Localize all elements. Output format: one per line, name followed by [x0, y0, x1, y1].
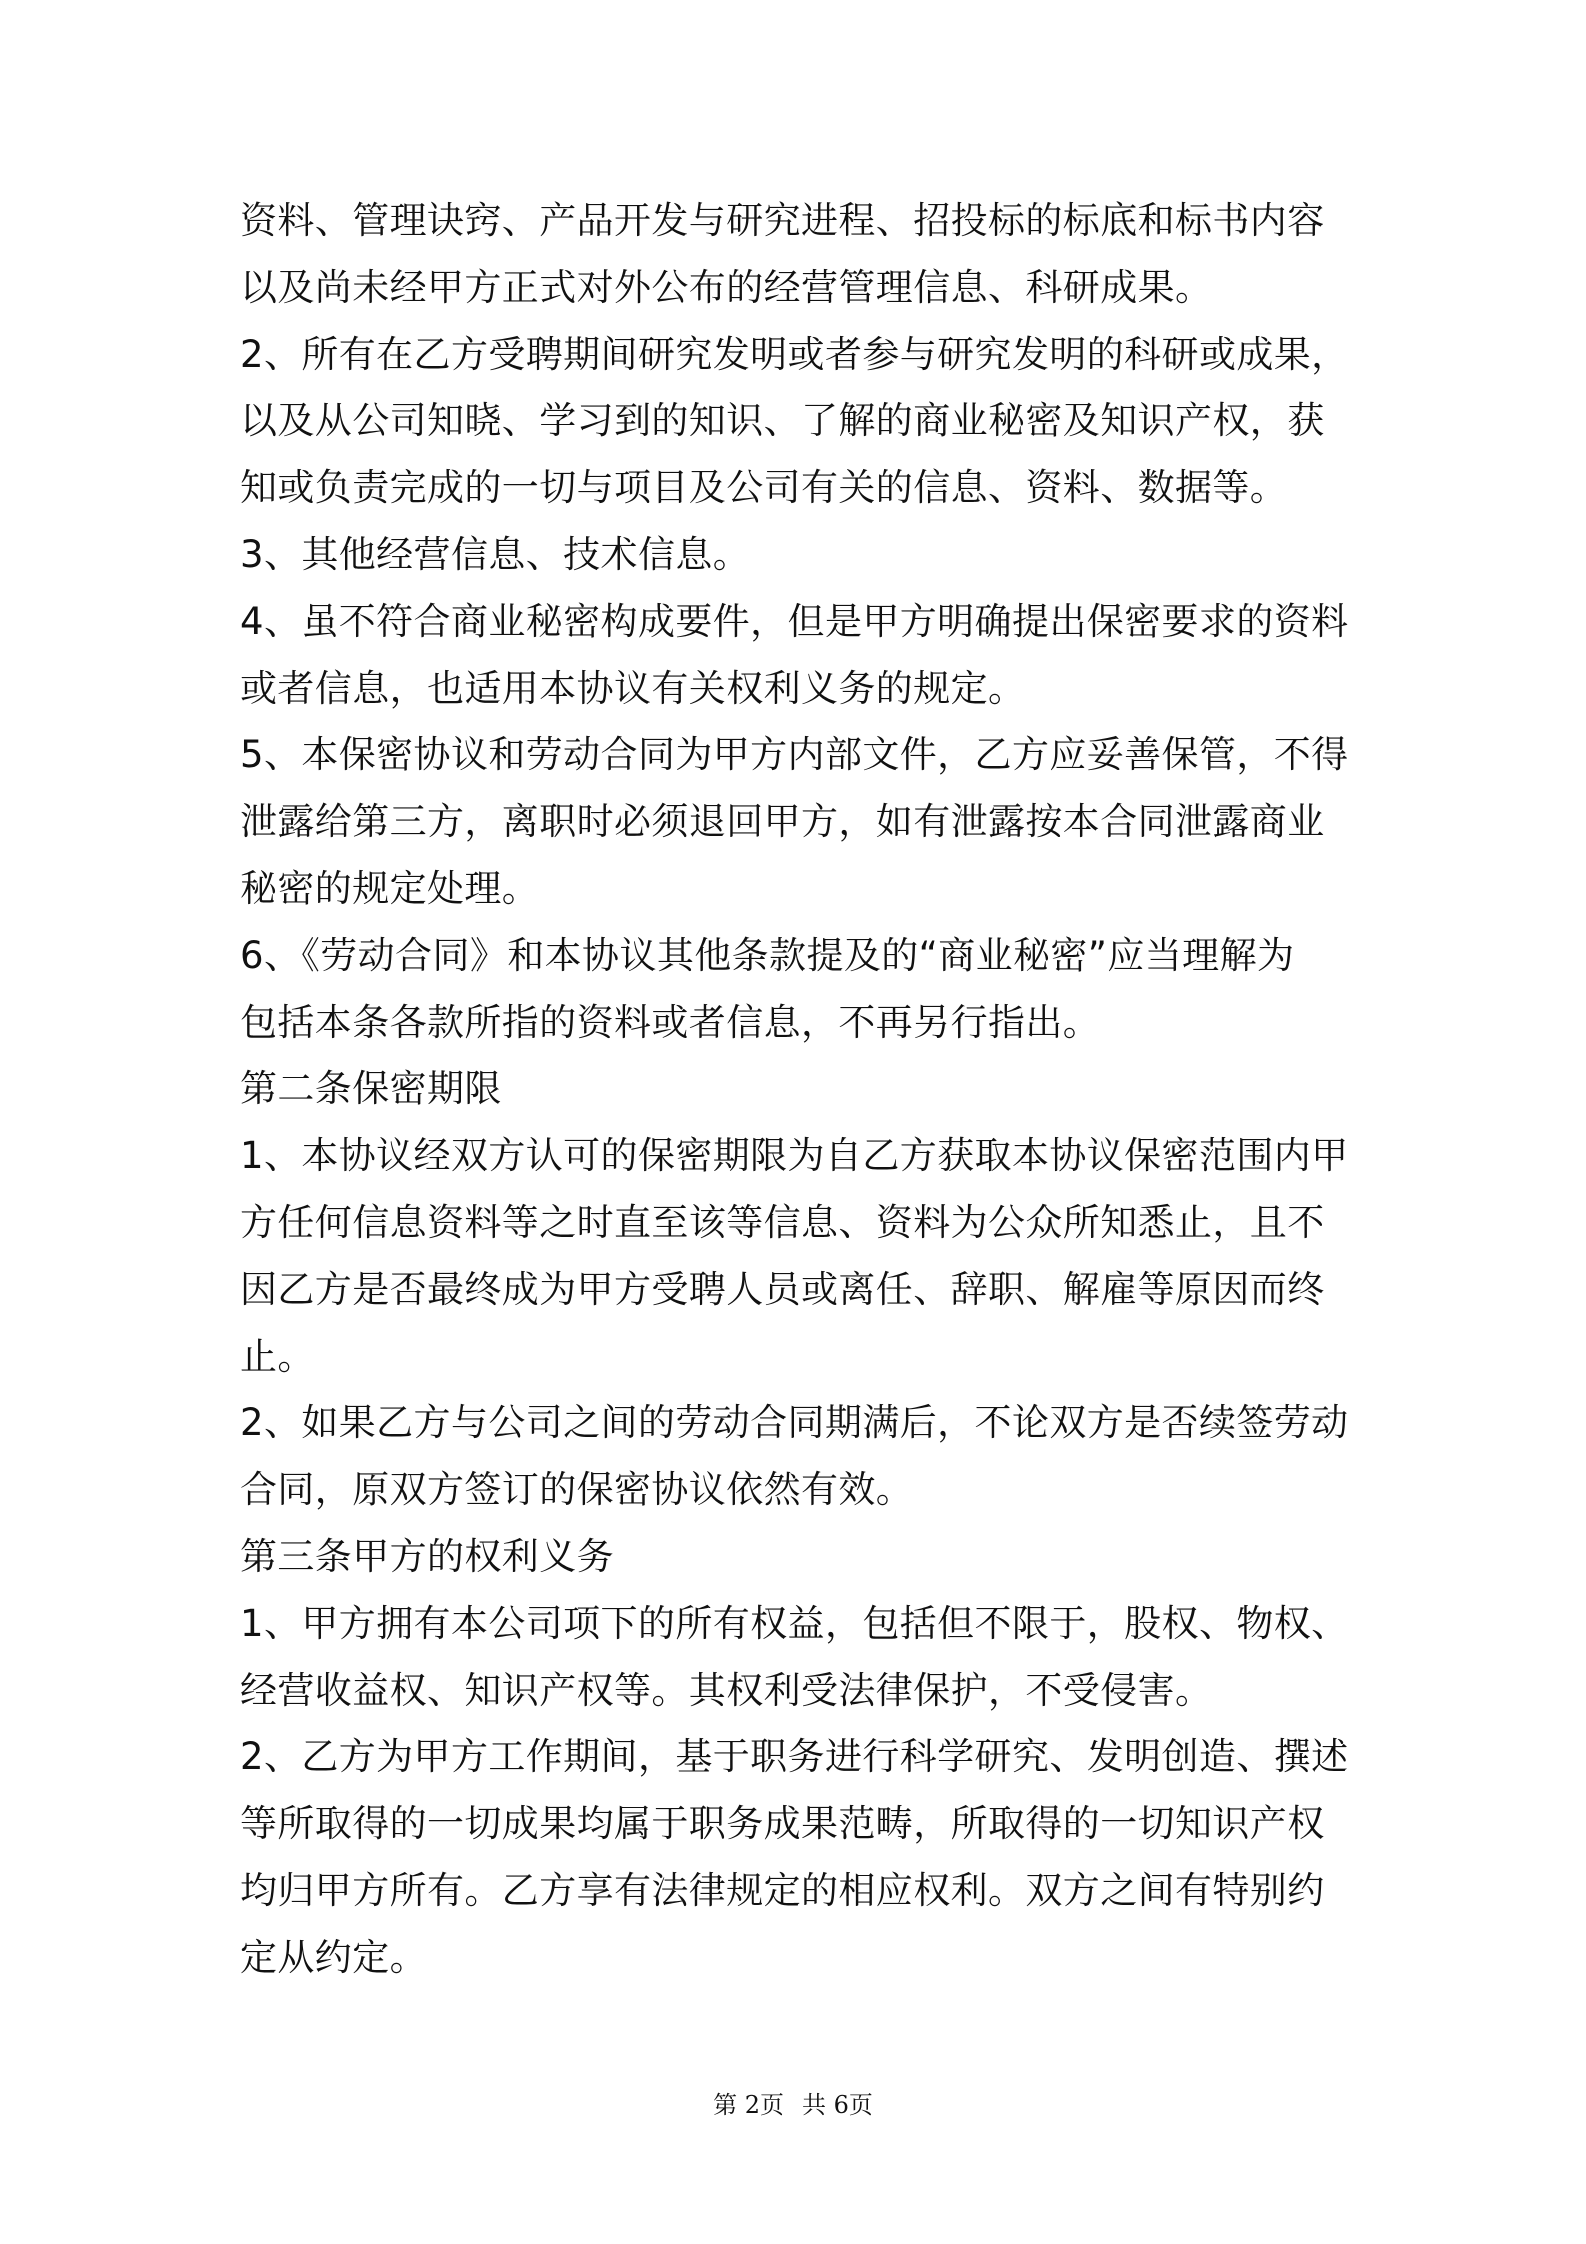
page-number: 第 2页 — [713, 2091, 784, 2119]
text-line: 止。 — [240, 1334, 315, 1378]
page-footer — [0, 2090, 1586, 2120]
text-line: 以及尚未经甲方正式对外公布的经营管理信息、科研成果。 — [240, 265, 1213, 309]
page-total: 共 6页 — [802, 2091, 873, 2119]
text-line: 1、本协议经双方认可的保密期限为自乙方获取本协议保密范围内甲 — [240, 1134, 1349, 1178]
text-line: 秘密的规定处理。 — [240, 866, 540, 910]
text-line: 经营收益权、知识产权等。其权利受法律保护，不受侵害。 — [240, 1668, 1213, 1712]
text-line: 等所取得的一切成果均属于职务成果范畴，所取得的一切知识产权 — [240, 1802, 1325, 1846]
text-line: 2、乙方为甲方工作期间，基于职务进行科学研究、发明创造、撰述 — [240, 1735, 1349, 1779]
text-line: 1、甲方拥有本公司项下的所有权益，包括但不限于，股权、物权、 — [240, 1601, 1349, 1645]
text-line: 知或负责完成的一切与项目及公司有关的信息、资料、数据等。 — [240, 466, 1288, 510]
document-body — [240, 188, 1360, 1992]
text-line: 6、《劳动合同》和本协议其他条款提及的“商业秘密”应当理解为 — [240, 933, 1295, 977]
text-line: 4、虽不符合商业秘密构成要件，但是甲方明确提出保密要求的资料 — [240, 599, 1349, 643]
text-line: 资料、管理诀窍、产品开发与研究进程、招投标的标底和标书内容 — [240, 199, 1325, 242]
text-line: 3、其他经营信息、技术信息。 — [240, 532, 751, 576]
text-line: 以及从公司知晓、学习到的知识、了解的商业秘密及知识产权，获 — [240, 399, 1325, 443]
text-line: 合同，原双方签订的保密协议依然有效。 — [240, 1468, 914, 1512]
text-line: 包括本条各款所指的资料或者信息，不再另行指出。 — [240, 1000, 1101, 1044]
text-line: 第三条甲方的权利义务 — [240, 1534, 614, 1578]
text-line: 均归甲方所有。乙方享有法律规定的相应权利。双方之间有特别约 — [240, 1868, 1325, 1912]
text-line: 方任何信息资料等之时直至该等信息、资料为公众所知悉止，且不 — [240, 1200, 1325, 1244]
text-line: 2、如果乙方与公司之间的劳动合同期满后，不论双方是否续签劳动 — [240, 1401, 1349, 1445]
text-line: 泄露给第三方，离职时必须退回甲方，如有泄露按本合同泄露商业 — [240, 800, 1325, 844]
text-line: 因乙方是否最终成为甲方受聘人员或离任、辞职、解雇等原因而终 — [240, 1267, 1325, 1311]
text-line: 第二条保密期限 — [240, 1067, 502, 1111]
text-line: 或者信息，也适用本协议有关权利义务的规定。 — [240, 666, 1026, 710]
text-line: 5、本保密协议和劳动合同为甲方内部文件，乙方应妥善保管，不得 — [240, 733, 1349, 777]
text-line: 定从约定。 — [240, 1935, 427, 1979]
text-line: 2、所有在乙方受聘期间研究发明或者参与研究发明的科研或成果， — [240, 332, 1349, 376]
